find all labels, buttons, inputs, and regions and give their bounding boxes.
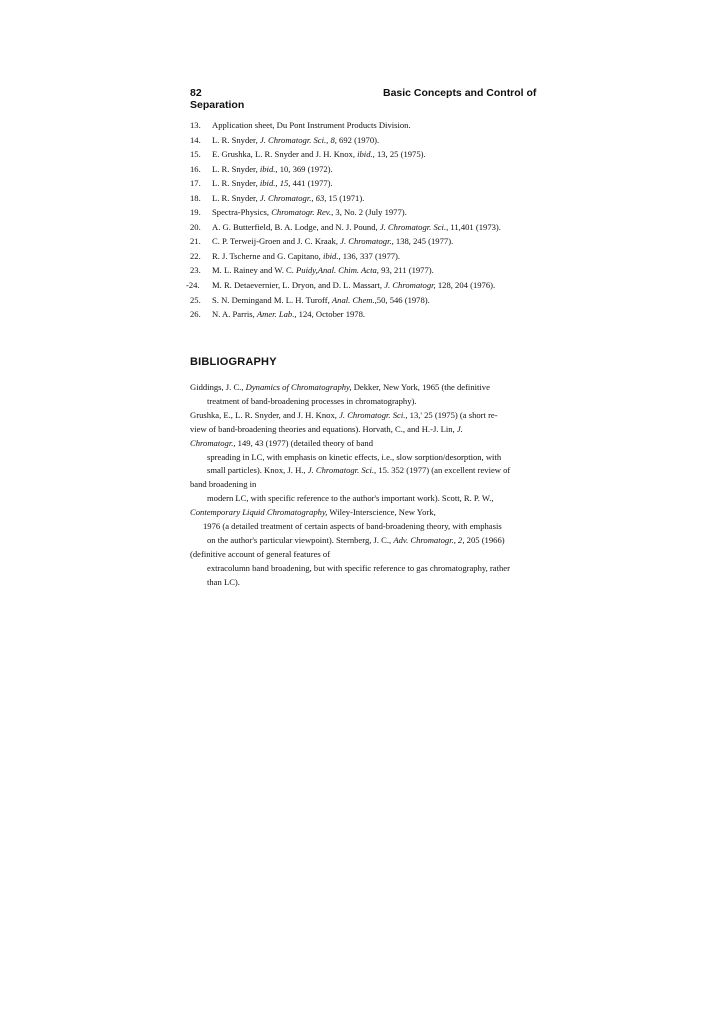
bibliography-line xyxy=(190,423,590,437)
bibliography-line xyxy=(190,506,590,520)
text-run: Giddings, J. C., xyxy=(190,382,246,392)
bibliography-line xyxy=(190,548,590,562)
text-run: on the author's particular viewpoint). Sternberg, J. C., xyxy=(207,534,394,545)
text-run: treatment of band-broadening processes in chromatography). xyxy=(207,395,417,406)
reference-item xyxy=(190,263,610,278)
text-run: Dekker, New York, 1965 (the definitive xyxy=(351,382,490,392)
bibliography-line xyxy=(190,437,590,451)
reference-number: 22. xyxy=(190,250,201,261)
text-run: than LC). xyxy=(207,576,240,587)
reference-item xyxy=(186,278,610,293)
text-run: 13, 25 (1975). xyxy=(374,149,426,160)
bibliography-line xyxy=(190,534,590,548)
reference-number: -24. xyxy=(186,280,200,291)
text-run: 138, 245 (1977). xyxy=(393,236,454,247)
reference-item xyxy=(190,191,610,206)
text-run: 441 (1977). xyxy=(290,178,333,189)
reference-item xyxy=(190,162,610,177)
text-run: 15 (1971). xyxy=(326,192,365,203)
bibliography-text xyxy=(190,381,590,590)
reference-item xyxy=(190,118,610,133)
reference-number: 21. xyxy=(190,236,201,247)
text-run: band broadening in xyxy=(190,479,257,490)
reference-item xyxy=(190,147,610,162)
text-run: 10, 369 (1972). xyxy=(277,163,333,174)
bibliography-line xyxy=(190,520,590,534)
text-run: 149, 43 (1977) (detailed theory of band xyxy=(235,437,373,448)
bibliography-line xyxy=(190,478,590,492)
journal-title: ibid., xyxy=(322,250,341,261)
reference-number: 18. xyxy=(190,192,201,203)
bibliography-line xyxy=(190,492,590,506)
bibliography-line xyxy=(190,464,590,478)
running-title: Basic Concepts and Control of xyxy=(383,87,537,99)
reference-number: 14. xyxy=(190,134,201,145)
text-run: Grushka, E., L. R. Snyder, and J. H. Knox, xyxy=(190,409,340,420)
bibliography-line xyxy=(190,381,590,395)
text-run: L. R. Snyder, xyxy=(212,134,260,145)
text-run: 1976 (a detailed treatment of certain aspects of band-broadening theory, with emphasis xyxy=(203,521,502,532)
text-run: R. J. Tscherne and G. Capitano, xyxy=(212,250,323,261)
text-run: M. L. Rainey and W. C. xyxy=(212,265,297,276)
text-run: L. R. Snyder, xyxy=(212,192,260,203)
text-run: modern LC, with specific reference to the author's important work). Scott, R. P. W., xyxy=(207,493,494,504)
text-run: N. A. Parris, xyxy=(212,309,257,320)
running-title-continued: Separation xyxy=(190,99,245,111)
reference-number: 25. xyxy=(190,294,201,305)
text-run: (definitive account of general features of xyxy=(190,548,331,559)
journal-title: Chromatogr. Rev., xyxy=(271,207,334,218)
reference-number: 19. xyxy=(190,207,201,218)
journal-title: J. Chromatogr. Sci., xyxy=(339,409,408,420)
journal-title: J. Chromatogr. Sci., xyxy=(379,221,449,232)
page-number: 82 xyxy=(190,87,202,99)
journal-title: J. xyxy=(456,423,463,434)
bibliography-line xyxy=(190,576,590,590)
reference-item xyxy=(190,220,610,235)
journal-title: Chromatogr., xyxy=(190,437,236,448)
reference-item xyxy=(190,234,610,249)
bibliography-line xyxy=(190,395,590,409)
text-run: small particles). Knox, J. H., xyxy=(207,465,308,476)
reference-item xyxy=(190,133,610,148)
text-run: M. R. Detaevernier, L. Dryon, and D. L. Massart, xyxy=(212,280,385,291)
text-run: 136, 337 (1977). xyxy=(340,250,401,261)
reference-item xyxy=(190,293,610,308)
text-run: 205 (1966) xyxy=(464,534,505,545)
journal-title: Amer. Lab., xyxy=(256,309,297,320)
text-run: view of band-broadening theories and equations). Horvath, C., and H.-J. Lin, xyxy=(190,423,457,434)
bibliography-line xyxy=(190,562,590,576)
journal-title: J. Chromatogr, xyxy=(384,280,436,291)
reference-number: 17. xyxy=(190,178,201,189)
text-run: L. R. Snyder, xyxy=(212,163,260,174)
journal-title: ibid., xyxy=(259,163,278,174)
text-run: 3, No. 2 (July 1977). xyxy=(333,207,407,218)
bibliography-line xyxy=(190,451,590,465)
journal-title: ibid., xyxy=(357,149,375,160)
journal-title: Dynamics of Chromatography, xyxy=(245,382,352,392)
reference-list xyxy=(186,118,610,322)
reference-item xyxy=(190,205,610,220)
text-run: C. P. Terweij-Groen and J. C. Kraak, xyxy=(212,236,341,247)
journal-title: J. Chromatogr., 63, xyxy=(259,192,327,203)
text-run: 128, 204 (1976). xyxy=(435,280,496,291)
reference-number: 15. xyxy=(190,149,201,160)
text-run: extracolumn band broadening, but with specific reference to gas chromatography, rather xyxy=(207,562,510,573)
reference-item xyxy=(190,249,610,264)
text-run: 692 (1970). xyxy=(336,134,380,145)
text-run: S. N. Demingand M. L. H. Turoff, xyxy=(212,294,332,305)
reference-number: 16. xyxy=(190,163,201,174)
text-run: 15. 352 (1977) (an excellent review of xyxy=(376,465,511,476)
text-run: 50, 546 (1978). xyxy=(376,294,430,305)
text-run: E. Grushka, L. R. Snyder and J. H. Knox, xyxy=(212,149,358,160)
text-run: A. G. Butterfield, B. A. Lodge, and N. J. Pound, xyxy=(212,221,380,232)
text-run: 13,' 25 (1975) (a short re- xyxy=(407,409,498,420)
journal-title: Adv. Chromatogr., 2, xyxy=(393,534,465,545)
reference-number: 26. xyxy=(190,309,201,320)
text-run: Application sheet, Du Pont Instrument Products Division. xyxy=(212,120,411,130)
text-run: L. R. Snyder, xyxy=(212,178,260,189)
reference-number: 13. xyxy=(190,120,201,130)
journal-title: Anal. Chem., xyxy=(331,294,377,305)
text-run: Wiley-Interscience, New York, xyxy=(327,507,436,518)
journal-title: Puidy,Anal. Chim. Acta, xyxy=(296,265,379,276)
journal-title: ibid., 15, xyxy=(259,178,291,189)
journal-title: J. Chromatogr. Sci., 8, xyxy=(259,134,337,145)
bibliography-heading: BIBLIOGRAPHY xyxy=(190,356,277,368)
text-run: spreading in LC, with emphasis on kinetic effects, i.e., slow sorption/desorption, with xyxy=(207,451,502,462)
bibliography-line xyxy=(190,409,590,423)
journal-title: J. Chromatogr. Sci., xyxy=(307,465,377,476)
reference-number: 20. xyxy=(190,221,201,232)
text-run: 11,401 (1973). xyxy=(448,221,501,232)
journal-title: J. Chromatogr., xyxy=(340,236,394,247)
reference-item xyxy=(190,307,610,322)
reference-number: 23. xyxy=(190,265,201,276)
text-run: 124, October 1978. xyxy=(296,309,366,320)
journal-title: Contemporary Liquid Chromatography, xyxy=(190,507,328,518)
text-run: 93, 211 (1977). xyxy=(378,265,434,276)
reference-item xyxy=(190,176,610,191)
text-run: Spectra-Physics, xyxy=(212,207,272,218)
